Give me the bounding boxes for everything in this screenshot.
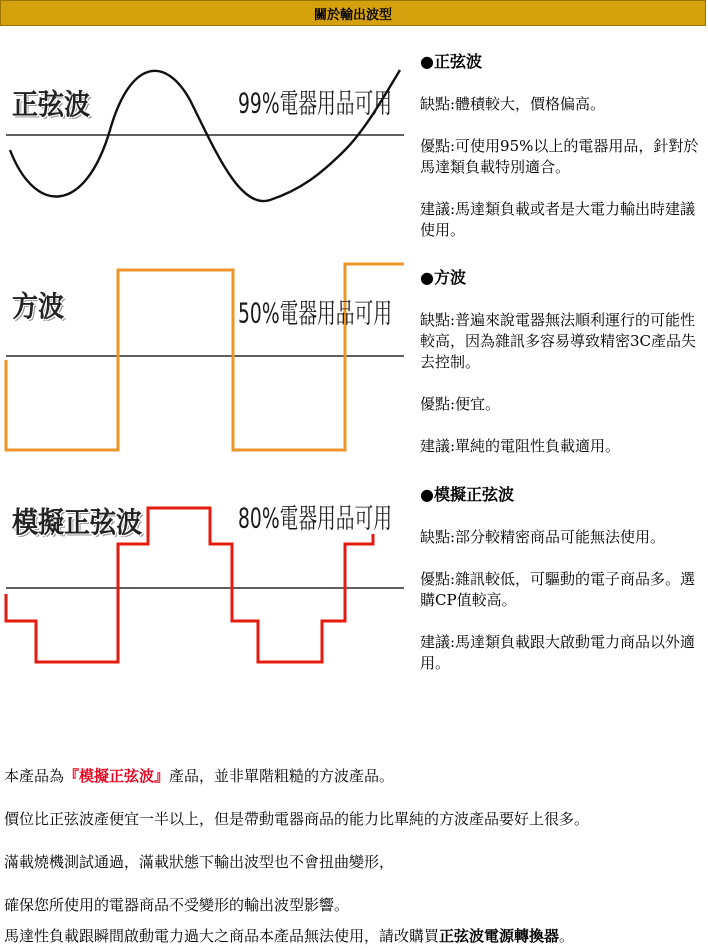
sine-advice: 建議:馬達類負載或者是大電力輸出時建議使用。 xyxy=(420,200,696,239)
modified-sine-cons: 缺點:部分較精密商品可能無法使用。 xyxy=(420,528,666,546)
square-percent-label: 50%電器用品可用 xyxy=(238,298,392,330)
product-note-4: 確保您所使用的電器商品不受變形的輸出波型影響。 xyxy=(4,896,350,914)
modified-sine-advice: 建議:馬達類負載跟大啟動電力商品以外適用。 xyxy=(420,633,696,672)
note-5-post: 。 xyxy=(559,927,575,945)
sine-cons: 缺點:體積較大，價格偏高。 xyxy=(420,95,606,113)
product-note-3: 滿載燒機測試通過，滿載狀態下輸出波型也不會扭曲變形， xyxy=(4,853,395,871)
sine-description xyxy=(420,51,704,262)
product-note-2: 價位比正弦波產便宜一半以上，但是帶動電器商品的能力比單純的方波產品要好上很多。 xyxy=(4,810,590,828)
square-pros: 優點:便宜。 xyxy=(420,395,501,413)
sine-pros: 優點:可使用95%以上的電器用品，針對於馬達類負載特別適合。 xyxy=(420,137,699,176)
square-desc-title: ●方波 xyxy=(420,268,466,287)
note-1-post: 產品，並非單階粗糙的方波產品。 xyxy=(169,767,395,785)
square-advice: 建議:單純的電阻性負載適用。 xyxy=(420,437,621,455)
modified-sine-pros: 優點:雜訊較低，可驅動的電子商品多。選購CP值較高。 xyxy=(420,570,696,609)
product-note-1 xyxy=(4,766,394,786)
modified-sine-description xyxy=(420,484,704,695)
sine-desc-title: ●正弦波 xyxy=(420,52,482,71)
square-cons: 缺點:普遍來說電器無法順利運行的可能性較高，因為雜訊多容易導致精密3C產品失去控制。 xyxy=(420,311,697,371)
sine-wave-label: 正弦波 xyxy=(12,88,91,122)
note-1-highlight: 『模擬正弦波』 xyxy=(64,767,170,785)
header-title: 關於輸出波型 xyxy=(313,7,392,23)
modified-sine-percent-label: 80%電器用品可用 xyxy=(238,503,392,535)
note-1-pre: 本產品為 xyxy=(4,767,65,785)
modified-sine-wave-label: 模擬正弦波 xyxy=(12,506,143,540)
product-note-5 xyxy=(4,926,574,946)
modified-sine-desc-title: ●模擬正弦波 xyxy=(420,485,514,504)
note-5-bold: 正弦波電源轉換器 xyxy=(439,927,560,945)
square-wave-label: 方波 xyxy=(12,290,65,324)
note-5-pre: 馬達性負載跟瞬間啟動電力過大之商品本產品無法使用，請改購買 xyxy=(4,927,440,945)
square-description xyxy=(420,267,704,478)
sine-percent-label: 99%電器用品可用 xyxy=(238,88,392,120)
section-header xyxy=(0,0,706,26)
